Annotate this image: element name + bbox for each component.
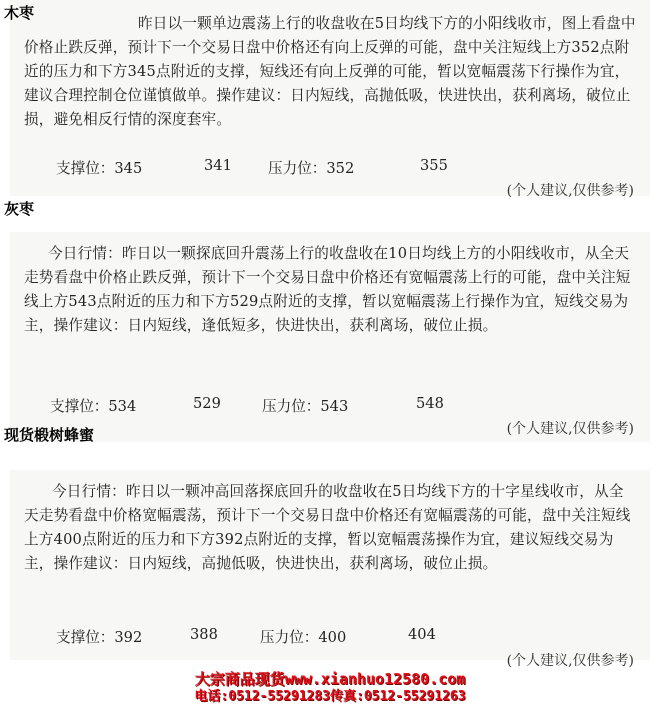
section-title-1: 木枣 [4, 4, 35, 22]
support-level-2: 341 [204, 157, 232, 174]
footer-contact: 电话:0512-55291283传真:0512-55291263 [194, 689, 466, 704]
footer-website: 大宗商品现货www.xianhuo12580.com [194, 670, 466, 688]
resistance-level-2: 404 [408, 626, 436, 643]
section-title-3: 现货椴树蜂蜜 [4, 426, 95, 444]
levels-row-3 [56, 626, 476, 646]
support-level-2: 529 [193, 395, 221, 412]
support-level-1: 支撑位：392 [56, 629, 143, 646]
support-level-1: 支撑位：534 [50, 398, 137, 415]
support-level-1: 支撑位：345 [56, 160, 143, 177]
resistance-level-2: 355 [420, 157, 448, 174]
levels-row-1 [56, 157, 476, 177]
section-paragraph-1: 昨日以一颗单边震荡上行的收盘收在5日均线下方的小阳线收市，图上看盘中价格止跌反弹，预计下一个交易日盘中价格还有向上反弹的可能，盘中关注短线上方352点附近的压力和下方345点附近的支撑，短线还有向上反弹的可能，暂以宽幅震荡下行操作为宜，建议合理控制仓位谨慎做单。操作建议：日内短线，高抛低吸，快进快出，获利离场，破位止损，避免相反行情的深度套牢。 [24, 15, 636, 128]
resistance-level-1: 压力位：400 [260, 629, 347, 646]
disclaimer-note-2: (个人建议,仅供参考) [506, 421, 634, 437]
section-paragraph-3: 今日行情：昨日以一颗冲高回落探底回升的收盘收在5日均线下方的十字星线收市，从全天走势看盘中价格宽幅震荡，预计下一个交易日盘中价格还有宽幅震荡的可能，盘中关注短线上方400点附近的压力和下方392点附近的支撑，暂以宽幅震荡操作为宜，建议短线交易为主，操作建议：日内短线，高抛低吸，快进快出，获利离场，破位止损。 [24, 483, 631, 572]
section-title-2: 灰枣 [4, 200, 35, 218]
resistance-level-1: 压力位：352 [268, 160, 355, 177]
resistance-level-2: 548 [416, 395, 444, 412]
section-paragraph-2: 今日行情：昨日以一颗探底回升震荡上行的收盘收在10日均线上方的小阳线收市，从全天走势看盘中价格止跌反弹，预计下一个交易日盘中价格还有宽幅震荡上行的可能，盘中关注短线上方543点附近的压力和下方529点附近的支撑，暂以宽幅震荡上行操作为宜，短线交易为主，操作建议：日内短线，逢低短多，快进快出，获利离场，破位止损。 [24, 245, 631, 334]
resistance-level-1: 压力位：543 [262, 398, 349, 415]
support-level-2: 388 [190, 626, 218, 643]
disclaimer-note-1: (个人建议,仅供参考) [506, 183, 634, 199]
disclaimer-note-3: (个人建议,仅供参考) [506, 653, 634, 669]
levels-row-2 [50, 395, 470, 415]
